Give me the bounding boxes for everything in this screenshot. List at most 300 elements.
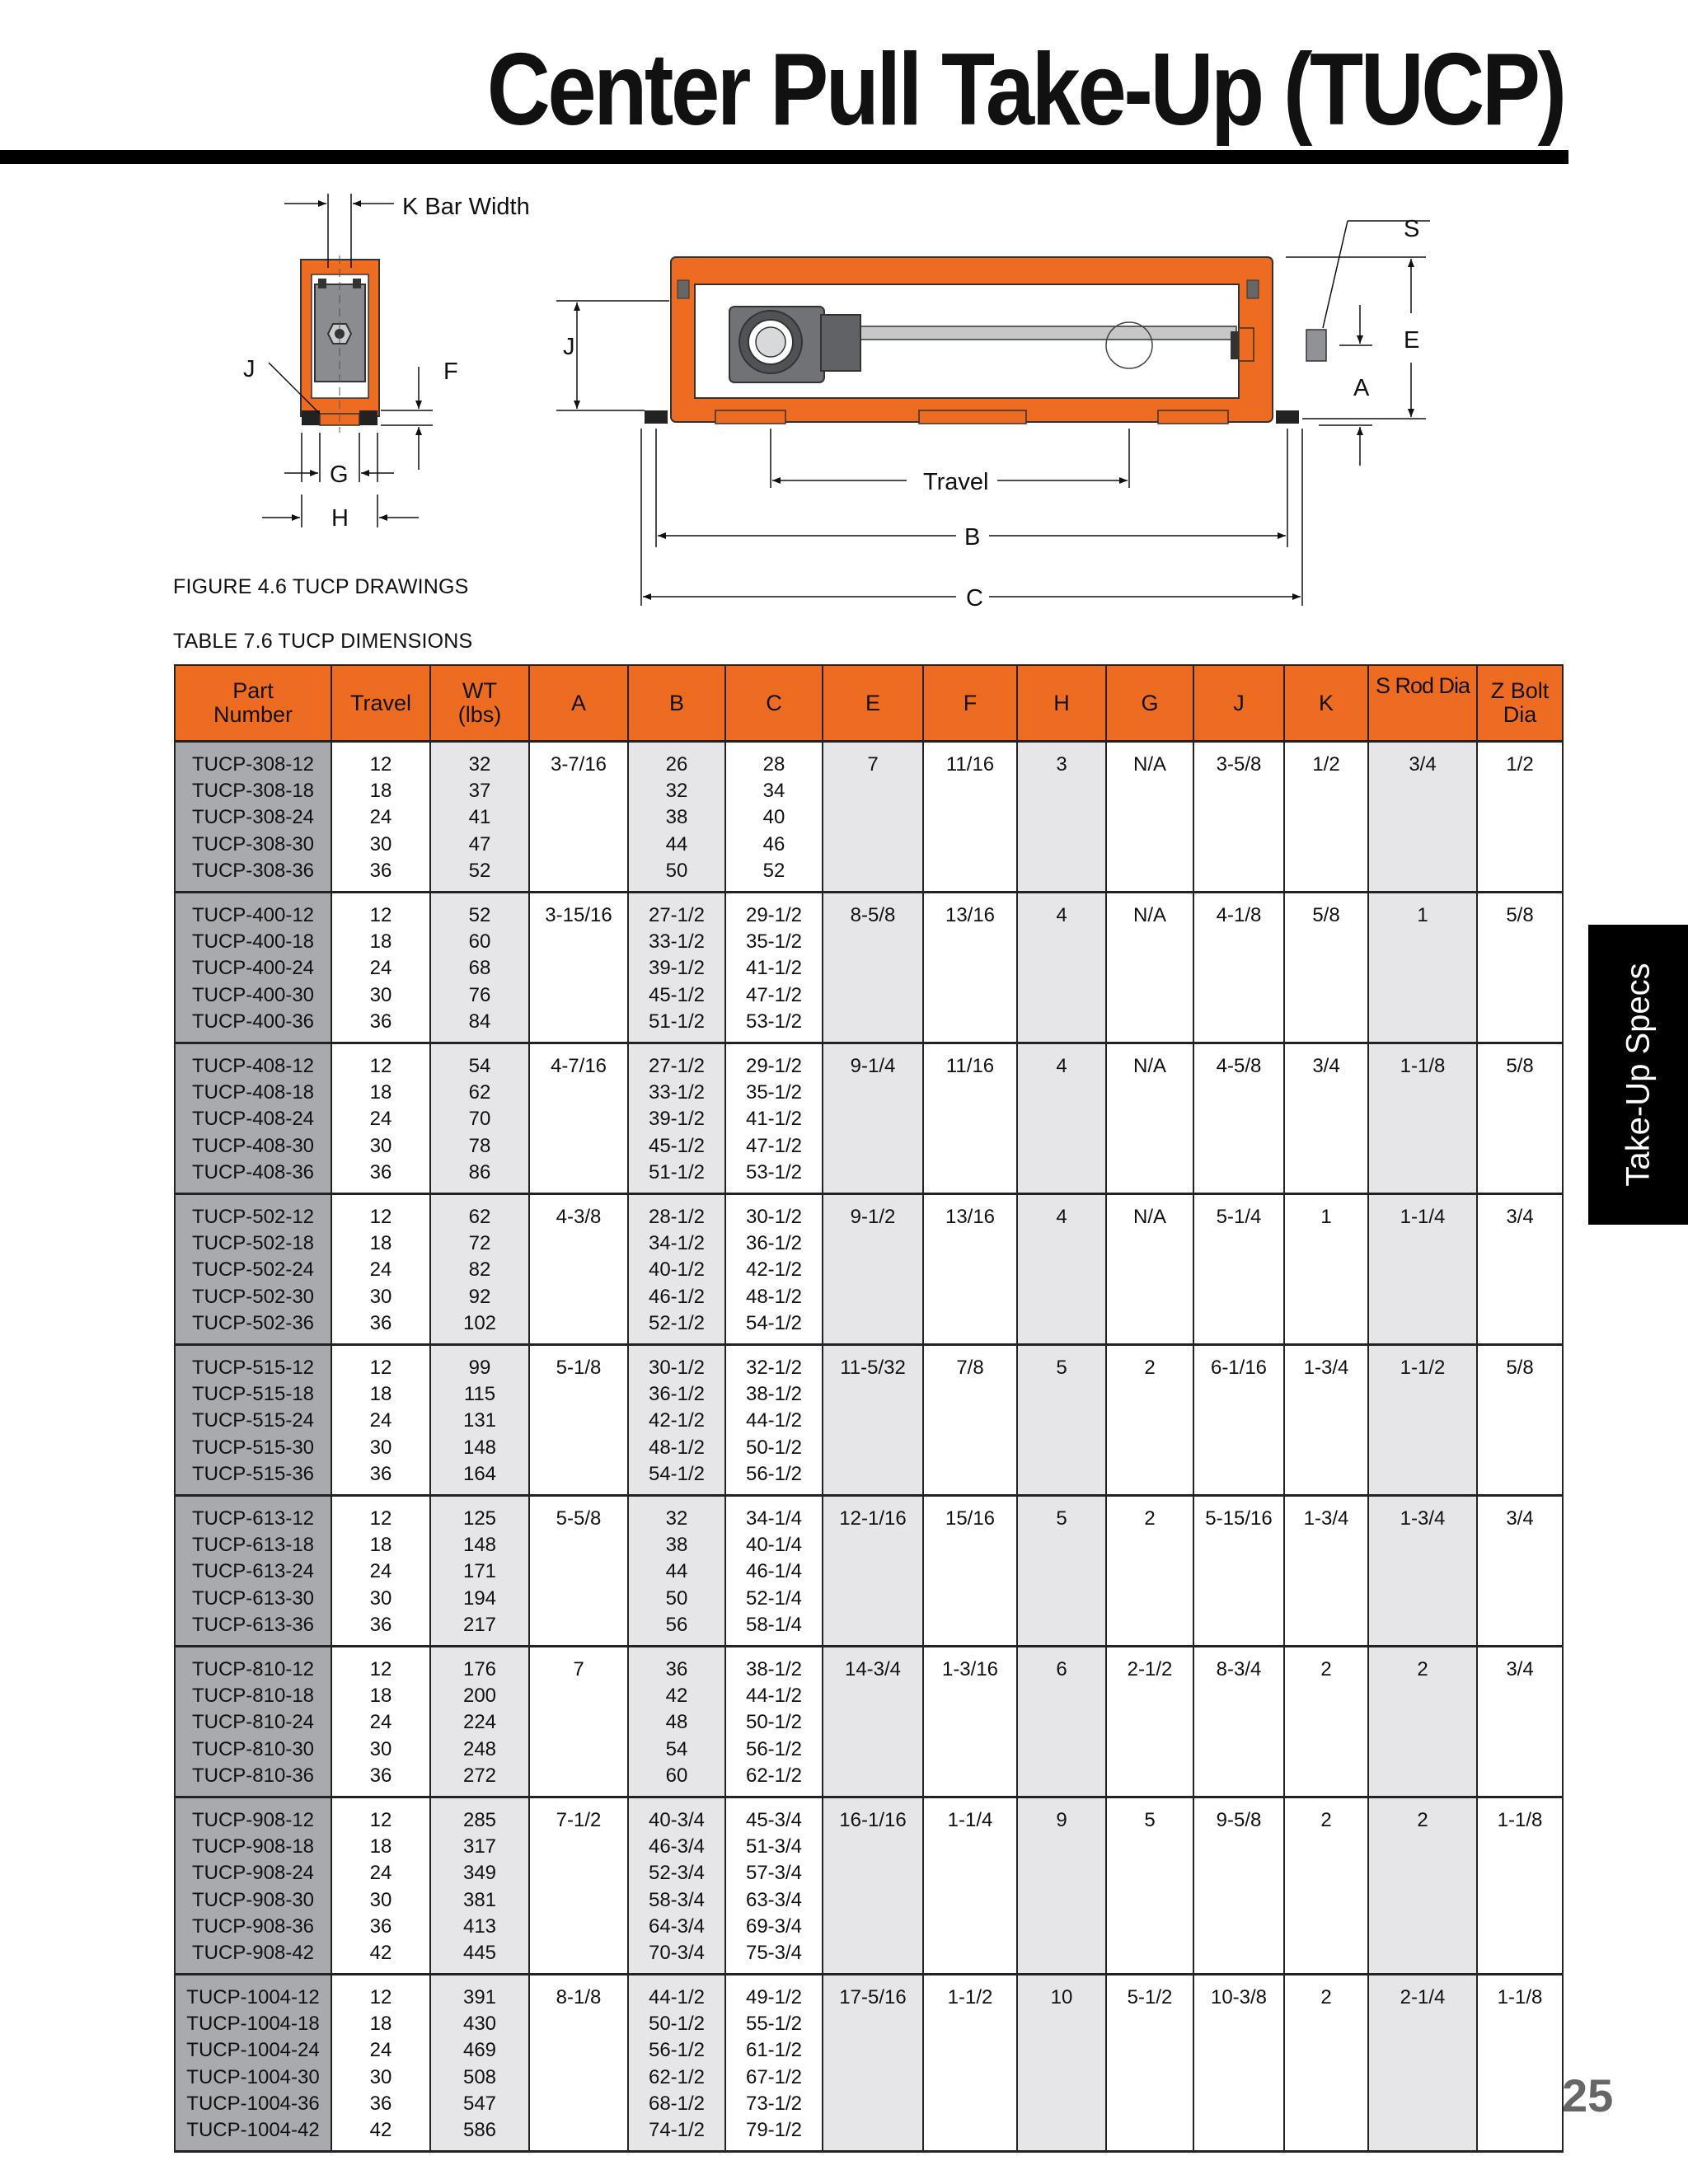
wt-value: 47 — [468, 832, 491, 855]
wt-value: 54 — [468, 1055, 491, 1077]
wt-cell — [430, 1496, 529, 1647]
a-cell: 5-5/8 — [529, 1496, 628, 1647]
part-number-value: TUCP-502-36 — [191, 1311, 315, 1334]
h-cell: 6 — [1017, 1647, 1106, 1797]
travel-value: 30 — [369, 1436, 392, 1459]
c-value: 52-1/4 — [745, 1586, 803, 1610]
b-value: 33-1/2 — [648, 930, 706, 954]
c-value: 47-1/2 — [745, 1134, 803, 1157]
b-value: 42-1/2 — [648, 1409, 706, 1432]
b-cell — [628, 742, 725, 893]
c-value: 40 — [762, 806, 785, 829]
travel-value: 24 — [369, 1258, 392, 1282]
k-cell: 2 — [1284, 1797, 1368, 1975]
h-cell: 3 — [1017, 742, 1106, 893]
b-value: 38 — [665, 806, 688, 829]
wt-value: 349 — [462, 1862, 497, 1885]
travel-value: 12 — [369, 1658, 392, 1680]
section-side-tab — [1588, 925, 1688, 1225]
travel-value: 24 — [369, 806, 392, 829]
s-rod-dia-cell: 1 — [1368, 893, 1477, 1043]
tucp-drawings — [0, 190, 1568, 635]
travel-value: 12 — [369, 1809, 392, 1831]
g-cell: 5 — [1106, 1797, 1193, 1975]
table-row — [175, 742, 1563, 893]
b-value: 39-1/2 — [648, 957, 706, 980]
s-rod-dia-cell: 1-1/2 — [1368, 1345, 1477, 1496]
z-bolt-dia-cell: 5/8 — [1477, 893, 1563, 1043]
part-number-value: TUCP-515-24 — [191, 1409, 315, 1432]
c-value: 58-1/4 — [745, 1613, 803, 1636]
wt-value: 224 — [462, 1711, 497, 1734]
f-cell: 11/16 — [923, 1043, 1017, 1194]
part-number-value: TUCP-810-12 — [191, 1658, 315, 1680]
travel-cell — [331, 1975, 430, 2152]
page-number: 25 — [1562, 2069, 1614, 2121]
s-rod-dia-cell: 2-1/4 — [1368, 1975, 1477, 2152]
b-value: 50 — [665, 1586, 688, 1610]
wt-value: 92 — [468, 1285, 491, 1308]
b-value: 50-1/2 — [648, 2013, 706, 2036]
wt-value: 52 — [468, 859, 491, 882]
travel-value: 30 — [369, 2065, 392, 2088]
wt-value: 317 — [462, 1835, 497, 1858]
travel-value: 18 — [369, 1835, 392, 1858]
z-bolt-dia-cell: 3/4 — [1477, 1194, 1563, 1345]
b-value: 74-1/2 — [648, 2119, 706, 2142]
c-value: 42-1/2 — [745, 1258, 803, 1282]
wt-cell — [430, 1043, 529, 1194]
a-cell: 4-7/16 — [529, 1043, 628, 1194]
end-j-label: J — [243, 356, 256, 382]
part-number-value: TUCP-408-30 — [191, 1134, 315, 1157]
wt-value: 586 — [462, 2119, 497, 2142]
part-number-cell — [175, 1345, 331, 1496]
b-value: 56 — [665, 1613, 688, 1636]
k-cell: 1 — [1284, 1194, 1368, 1345]
wt-value: 125 — [462, 1507, 497, 1530]
header-j: J — [1193, 665, 1284, 742]
h-cell: 10 — [1017, 1975, 1106, 2152]
a-cell: 7 — [529, 1647, 628, 1797]
c-cell — [725, 1975, 823, 2152]
header-f: F — [923, 665, 1017, 742]
f-cell: 1-3/16 — [923, 1647, 1017, 1797]
part-number-value: TUCP-400-30 — [191, 983, 315, 1006]
c-value: 54-1/2 — [745, 1311, 803, 1334]
b-value: 52-1/2 — [648, 1311, 706, 1334]
travel-value: 18 — [369, 1383, 392, 1406]
part-number-value: TUCP-400-24 — [191, 957, 315, 980]
b-value: 26 — [665, 753, 688, 776]
header-z-bolt-dia: Z Bolt Dia — [1477, 665, 1563, 742]
part-number-value: TUCP-515-36 — [191, 1462, 315, 1485]
c-cell — [725, 1496, 823, 1647]
f-label: F — [443, 359, 458, 385]
f-cell: 1-1/2 — [923, 1975, 1017, 2152]
part-number-cell — [175, 1975, 331, 2152]
travel-value: 24 — [369, 1409, 392, 1432]
wt-value: 194 — [462, 1586, 497, 1610]
c-value: 73-1/2 — [745, 2092, 803, 2115]
b-value: 58-3/4 — [648, 1888, 706, 1911]
b-value: 54 — [665, 1737, 688, 1760]
c-value: 40-1/4 — [745, 1534, 803, 1557]
b-value: 32 — [665, 1507, 688, 1530]
part-number-value: TUCP-908-18 — [191, 1835, 315, 1858]
z-bolt-dia-cell: 3/4 — [1477, 1496, 1563, 1647]
c-value: 38-1/2 — [745, 1383, 803, 1406]
travel-label: Travel — [923, 469, 989, 495]
travel-value: 12 — [369, 1206, 392, 1228]
c-cell — [725, 1345, 823, 1496]
part-number-value: TUCP-613-24 — [191, 1560, 315, 1583]
c-value: 61-1/2 — [745, 2039, 803, 2062]
wt-value: 508 — [462, 2065, 497, 2088]
travel-value: 30 — [369, 1888, 392, 1911]
part-number-value: TUCP-1004-12 — [186, 1986, 320, 2008]
part-number-value: TUCP-308-18 — [191, 780, 315, 803]
s-rod-dia-cell: 1-3/4 — [1368, 1496, 1477, 1647]
c-value: 52 — [762, 859, 785, 882]
b-value: 50 — [665, 859, 688, 882]
b-cell — [628, 1797, 725, 1975]
part-number-value: TUCP-502-18 — [191, 1232, 315, 1255]
part-number-value: TUCP-1004-24 — [186, 2039, 320, 2062]
part-number-value: TUCP-515-18 — [191, 1383, 315, 1406]
b-value: 38 — [665, 1534, 688, 1557]
part-number-cell — [175, 1043, 331, 1194]
b-value: 54-1/2 — [648, 1462, 706, 1485]
b-value: 36-1/2 — [648, 1383, 706, 1406]
j-cell: 8-3/4 — [1193, 1647, 1284, 1797]
side-tab-label: Take-Up Specs — [1620, 963, 1656, 1187]
c-value: 49-1/2 — [745, 1986, 803, 2008]
e-cell: 16-1/16 — [823, 1797, 923, 1975]
e-cell: 14-3/4 — [823, 1647, 923, 1797]
wt-value: 445 — [462, 1942, 497, 1965]
a-label: A — [1353, 375, 1370, 401]
e-cell: 11-5/32 — [823, 1345, 923, 1496]
travel-value: 42 — [369, 1942, 392, 1965]
wt-value: 413 — [462, 1915, 497, 1938]
k-cell: 5/8 — [1284, 893, 1368, 1043]
travel-value: 42 — [369, 2119, 392, 2142]
part-number-cell — [175, 1797, 331, 1975]
side-j-label: J — [563, 334, 575, 360]
part-number-value: TUCP-408-18 — [191, 1081, 315, 1104]
table-header — [175, 665, 1563, 742]
c-cell — [725, 1797, 823, 1975]
figure-caption: FIGURE 4.6 TUCP DRAWINGS — [173, 575, 469, 598]
g-cell: 2 — [1106, 1345, 1193, 1496]
c-value: 29-1/2 — [745, 904, 803, 926]
header-c: C — [725, 665, 823, 742]
travel-cell — [331, 893, 430, 1043]
c-value: 53-1/2 — [745, 1010, 803, 1033]
wt-value: 131 — [462, 1409, 497, 1432]
f-cell: 13/16 — [923, 1194, 1017, 1345]
c-value: 53-1/2 — [745, 1160, 803, 1183]
part-number-value: TUCP-908-36 — [191, 1915, 315, 1938]
title-rule — [0, 150, 1568, 164]
part-number-value: TUCP-400-36 — [191, 1010, 315, 1033]
h-label: H — [331, 505, 349, 532]
g-cell: N/A — [1106, 1194, 1193, 1345]
travel-value: 18 — [369, 930, 392, 954]
b-value: 51-1/2 — [648, 1160, 706, 1183]
travel-value: 30 — [369, 832, 392, 855]
z-bolt-dia-cell: 5/8 — [1477, 1345, 1563, 1496]
travel-value: 30 — [369, 1285, 392, 1308]
j-cell: 5-1/4 — [1193, 1194, 1284, 1345]
wt-value: 272 — [462, 1764, 497, 1787]
b-value: 30-1/2 — [648, 1357, 706, 1379]
part-number-value: TUCP-308-30 — [191, 832, 315, 855]
g-label: G — [330, 462, 349, 488]
travel-value: 12 — [369, 1055, 392, 1077]
b-value: 48 — [665, 1711, 688, 1734]
c-value: 62-1/2 — [745, 1764, 803, 1787]
e-label: E — [1404, 327, 1420, 354]
k-cell: 2 — [1284, 1975, 1368, 2152]
c-value: 35-1/2 — [745, 1081, 803, 1104]
part-number-cell — [175, 1496, 331, 1647]
b-value: 28-1/2 — [648, 1206, 706, 1228]
wt-value: 99 — [468, 1357, 491, 1379]
wt-value: 62 — [468, 1081, 491, 1104]
k-cell: 1/2 — [1284, 742, 1368, 893]
header-a: A — [529, 665, 628, 742]
travel-value: 12 — [369, 1357, 392, 1379]
c-value: 36-1/2 — [745, 1232, 803, 1255]
part-number-value: TUCP-408-36 — [191, 1160, 315, 1183]
c-cell — [725, 1647, 823, 1797]
b-cell — [628, 1043, 725, 1194]
j-cell: 5-15/16 — [1193, 1496, 1284, 1647]
wt-value: 62 — [468, 1206, 491, 1228]
c-cell — [725, 1194, 823, 1345]
travel-value: 36 — [369, 1311, 392, 1334]
wt-cell — [430, 1345, 529, 1496]
header-h: H — [1017, 665, 1106, 742]
c-value: 50-1/2 — [745, 1711, 803, 1734]
header-e: E — [823, 665, 923, 742]
c-value: 46 — [762, 832, 785, 855]
travel-cell — [331, 1345, 430, 1496]
part-number-value: TUCP-1004-42 — [186, 2119, 320, 2142]
wt-value: 547 — [462, 2092, 497, 2115]
table-row — [175, 1194, 1563, 1345]
part-number-value: TUCP-908-30 — [191, 1888, 315, 1911]
travel-value: 36 — [369, 859, 392, 882]
travel-cell — [331, 1647, 430, 1797]
part-number-value: TUCP-908-42 — [191, 1942, 315, 1965]
travel-value: 12 — [369, 1986, 392, 2008]
b-cell — [628, 1345, 725, 1496]
c-value: 50-1/2 — [745, 1436, 803, 1459]
wt-value: 41 — [468, 806, 491, 829]
h-cell: 4 — [1017, 893, 1106, 1043]
wt-value: 391 — [462, 1986, 497, 2008]
header-g: G — [1106, 665, 1193, 742]
header-wt: WT (lbs) — [430, 665, 529, 742]
wt-value: 37 — [468, 780, 491, 803]
b-value: 27-1/2 — [648, 1055, 706, 1077]
z-bolt-dia-cell: 3/4 — [1477, 1647, 1563, 1797]
travel-value: 18 — [369, 1685, 392, 1708]
travel-value: 36 — [369, 1010, 392, 1033]
part-number-value: TUCP-502-12 — [191, 1206, 315, 1228]
s-rod-dia-cell: 2 — [1368, 1647, 1477, 1797]
wt-value: 285 — [462, 1809, 497, 1831]
b-value: 70-3/4 — [648, 1942, 706, 1965]
c-value: 44-1/2 — [745, 1685, 803, 1708]
part-number-value: TUCP-502-30 — [191, 1285, 315, 1308]
c-value: 34 — [762, 780, 785, 803]
f-cell: 13/16 — [923, 893, 1017, 1043]
part-number-value: TUCP-308-12 — [191, 753, 315, 776]
part-number-value: TUCP-613-36 — [191, 1613, 315, 1636]
part-number-value: TUCP-908-24 — [191, 1862, 315, 1885]
part-number-value: TUCP-308-36 — [191, 859, 315, 882]
part-number-value: TUCP-810-30 — [191, 1737, 315, 1760]
wt-value: 72 — [468, 1232, 491, 1255]
header-travel: Travel — [331, 665, 430, 742]
table-row — [175, 1647, 1563, 1797]
c-cell — [725, 1043, 823, 1194]
part-number-value: TUCP-502-24 — [191, 1258, 315, 1282]
travel-value: 36 — [369, 1160, 392, 1183]
travel-cell — [331, 1194, 430, 1345]
z-bolt-dia-cell: 5/8 — [1477, 1043, 1563, 1194]
c-value: 35-1/2 — [745, 930, 803, 954]
b-value: 45-1/2 — [648, 1134, 706, 1157]
travel-value: 24 — [369, 2039, 392, 2062]
s-rod-dia-cell: 3/4 — [1368, 742, 1477, 893]
b-label: B — [964, 524, 981, 551]
wt-value: 430 — [462, 2013, 497, 2036]
c-value: 63-3/4 — [745, 1888, 803, 1911]
f-cell: 11/16 — [923, 742, 1017, 893]
part-number-value: TUCP-408-24 — [191, 1108, 315, 1131]
c-value: 45-3/4 — [745, 1809, 803, 1831]
b-value: 36 — [665, 1658, 688, 1680]
z-bolt-dia-cell: 1-1/8 — [1477, 1975, 1563, 2152]
travel-value: 24 — [369, 1108, 392, 1131]
e-cell: 9-1/4 — [823, 1043, 923, 1194]
travel-value: 18 — [369, 1081, 392, 1104]
travel-value: 36 — [369, 1462, 392, 1485]
travel-value: 24 — [369, 1711, 392, 1734]
b-value: 44-1/2 — [648, 1986, 706, 2008]
wt-value: 84 — [468, 1010, 491, 1033]
c-value: 55-1/2 — [745, 2013, 803, 2036]
b-value: 40-1/2 — [648, 1258, 706, 1282]
c-value: 28 — [762, 753, 785, 776]
c-value: 44-1/2 — [745, 1409, 803, 1432]
b-value: 27-1/2 — [648, 904, 706, 926]
b-value: 60 — [665, 1764, 688, 1787]
wt-cell — [430, 742, 529, 893]
c-value: 67-1/2 — [745, 2065, 803, 2088]
b-value: 52-3/4 — [648, 1862, 706, 1885]
dimensions-table — [174, 664, 1564, 2153]
travel-value: 30 — [369, 1134, 392, 1157]
a-cell: 5-1/8 — [529, 1345, 628, 1496]
header-b: B — [628, 665, 725, 742]
wt-value: 86 — [468, 1160, 491, 1183]
table-row — [175, 1797, 1563, 1975]
part-number-value: TUCP-400-12 — [191, 904, 315, 926]
wt-cell — [430, 1194, 529, 1345]
h-cell: 5 — [1017, 1496, 1106, 1647]
travel-value: 12 — [369, 753, 392, 776]
table-row — [175, 1975, 1563, 2152]
k-cell: 1-3/4 — [1284, 1345, 1368, 1496]
c-value: 56-1/2 — [745, 1737, 803, 1760]
b-value: 44 — [665, 832, 688, 855]
part-number-value: TUCP-515-30 — [191, 1436, 315, 1459]
header-row — [175, 665, 1563, 742]
header-s-rod-dia: S Rod Dia — [1368, 665, 1477, 742]
z-bolt-dia-cell: 1-1/8 — [1477, 1797, 1563, 1975]
b-cell — [628, 1975, 725, 2152]
table-row — [175, 893, 1563, 1043]
travel-value: 36 — [369, 1764, 392, 1787]
c-value: 34-1/4 — [745, 1507, 803, 1530]
travel-cell — [331, 1797, 430, 1975]
wt-value: 68 — [468, 957, 491, 980]
travel-value: 18 — [369, 780, 392, 803]
c-value: 30-1/2 — [745, 1206, 803, 1228]
c-value: 56-1/2 — [745, 1462, 803, 1485]
wt-value: 381 — [462, 1888, 497, 1911]
wt-value: 32 — [468, 753, 491, 776]
b-value: 46-1/2 — [648, 1285, 706, 1308]
b-cell — [628, 1647, 725, 1797]
travel-value: 30 — [369, 1586, 392, 1610]
wt-cell — [430, 1975, 529, 2152]
c-value: 46-1/4 — [745, 1560, 803, 1583]
table-row — [175, 1496, 1563, 1647]
b-value: 32 — [665, 780, 688, 803]
g-cell: 2 — [1106, 1496, 1193, 1647]
c-cell — [725, 893, 823, 1043]
g-cell: 5-1/2 — [1106, 1975, 1193, 2152]
wt-value: 200 — [462, 1685, 497, 1708]
wt-value: 248 — [462, 1737, 497, 1760]
part-number-value: TUCP-908-12 — [191, 1809, 315, 1831]
c-value: 79-1/2 — [745, 2119, 803, 2142]
part-number-value: TUCP-613-30 — [191, 1586, 315, 1610]
wt-value: 70 — [468, 1108, 491, 1131]
c-cell — [725, 742, 823, 893]
g-cell: 2-1/2 — [1106, 1647, 1193, 1797]
table-body — [175, 742, 1563, 2152]
travel-value: 18 — [369, 2013, 392, 2036]
part-number-value: TUCP-613-12 — [191, 1507, 315, 1530]
part-number-cell — [175, 742, 331, 893]
part-number-value: TUCP-308-24 — [191, 806, 315, 829]
wt-value: 76 — [468, 983, 491, 1006]
b-value: 56-1/2 — [648, 2039, 706, 2062]
e-cell: 7 — [823, 742, 923, 893]
header-k: K — [1284, 665, 1368, 742]
part-number-value: TUCP-810-18 — [191, 1685, 315, 1708]
travel-value: 24 — [369, 1560, 392, 1583]
wt-value: 52 — [468, 904, 491, 926]
